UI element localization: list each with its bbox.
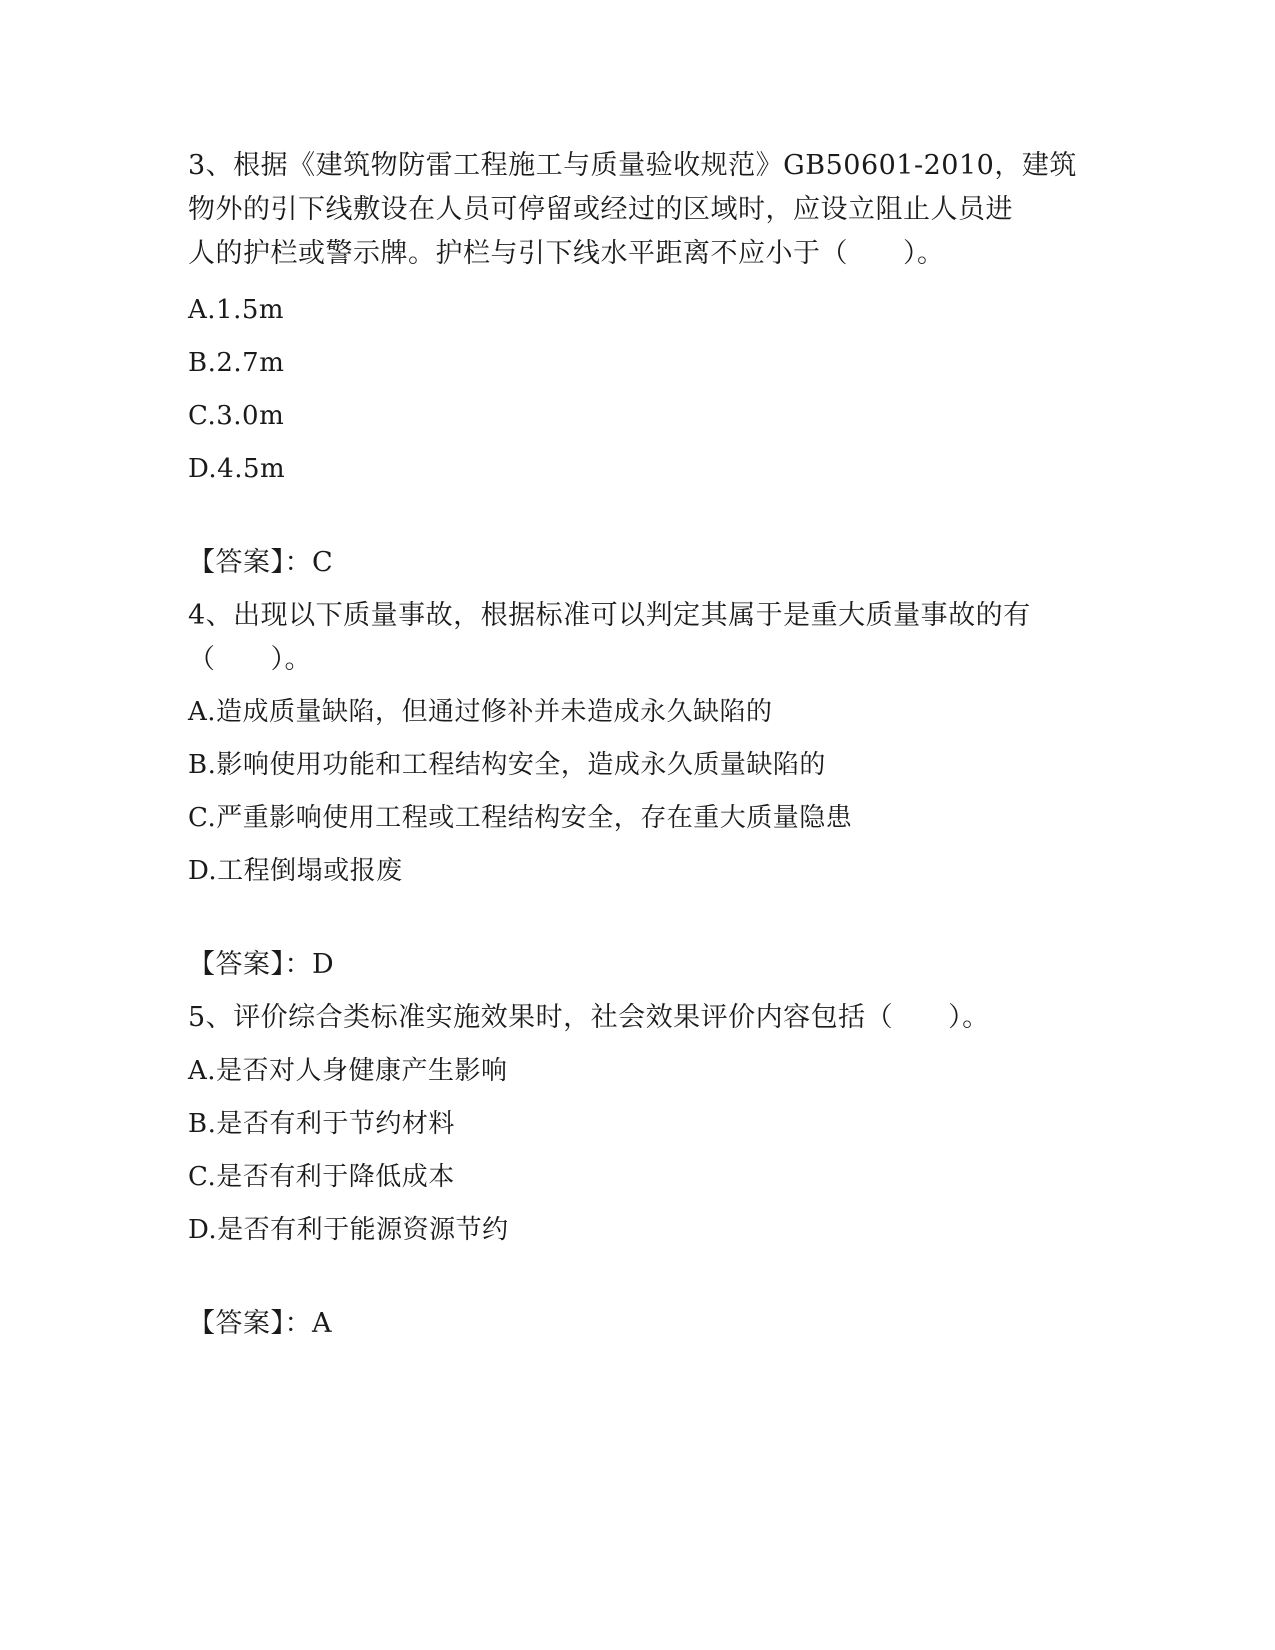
question-4-option-a: A.造成质量缺陷，但通过修补并未造成永久缺陷的: [188, 697, 773, 727]
question-5-option-b: B.是否有利于节约材料: [188, 1109, 455, 1139]
question-3-line-3: 人的护栏或警示牌。护栏与引下线水平距离不应小于（ ）。: [188, 238, 945, 269]
question-5-answer: 【答案】：A: [188, 1308, 332, 1339]
question-3-answer: 【答案】：C: [188, 547, 334, 578]
question-3-option-c: C.3.0m: [188, 401, 285, 431]
question-4-option-c: C.严重影响使用工程或工程结构安全，存在重大质量隐患: [188, 803, 853, 833]
question-3-line-1: 3、根据《建筑物防雷工程施工与质量验收规范》GB50601-2010，建筑: [188, 150, 1077, 181]
question-3-option-d: D.4.5m: [188, 454, 286, 484]
question-4-answer: 【答案】：D: [188, 949, 335, 980]
question-4-option-b: B.影响使用功能和工程结构安全，造成永久质量缺陷的: [188, 750, 826, 780]
question-5-option-c: C.是否有利于降低成本: [188, 1162, 455, 1192]
question-3-option-b: B.2.7m: [188, 348, 285, 378]
question-3-option-a: A.1.5m: [188, 295, 285, 325]
question-4-line-1: 4、出现以下质量事故，根据标准可以判定其属于是重大质量事故的有: [188, 600, 1031, 631]
question-5-option-d: D.是否有利于能源资源节约: [188, 1215, 509, 1245]
question-5-option-a: A.是否对人身健康产生影响: [188, 1056, 508, 1086]
question-3-line-2: 物外的引下线敷设在人员可停留或经过的区域时，应设立阻止人员进: [188, 194, 1013, 225]
question-5-line-1: 5、评价综合类标准实施效果时，社会效果评价内容包括（ ）。: [188, 1002, 990, 1033]
question-4-option-d: D.工程倒塌或报废: [188, 856, 403, 886]
question-4-line-2: （ ）。: [188, 644, 312, 675]
